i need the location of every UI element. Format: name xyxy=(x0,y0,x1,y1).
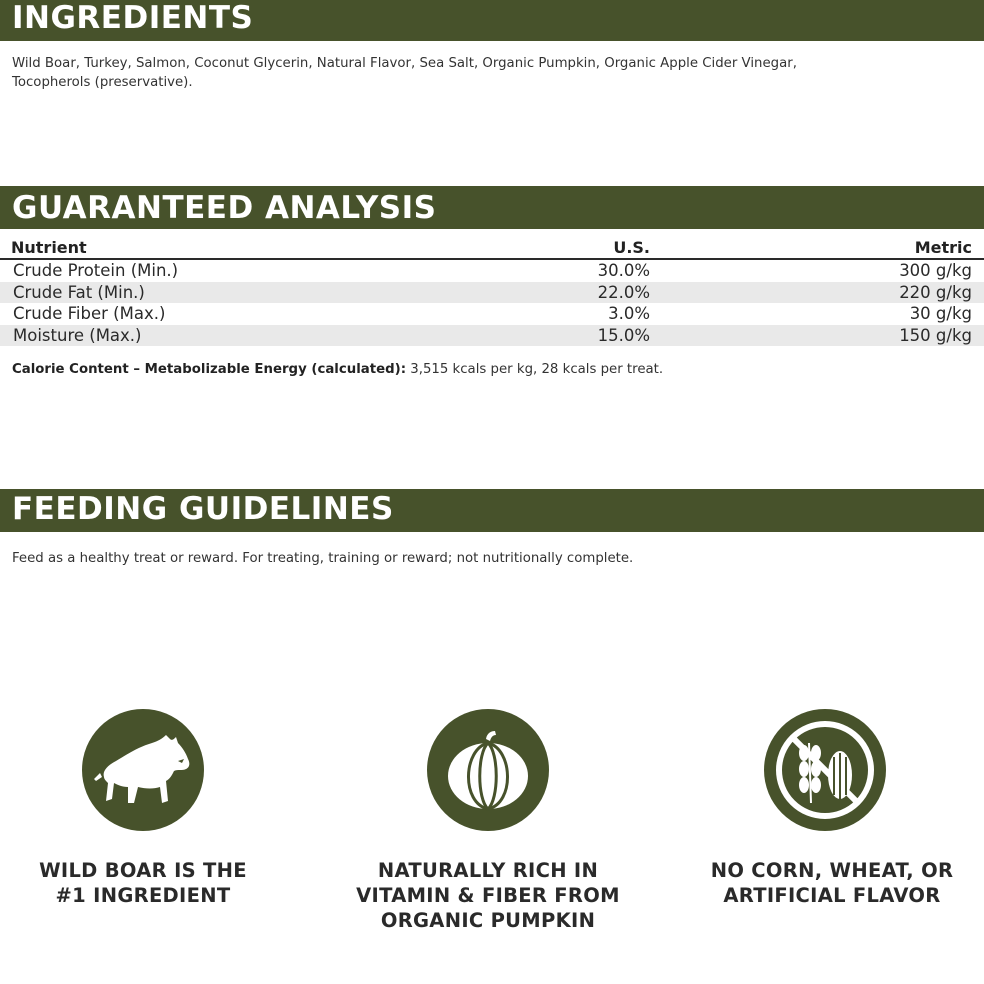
caption-line: ORGANIC PUMPKIN xyxy=(380,909,596,932)
analysis-header-band xyxy=(0,186,984,229)
us-value-cell: 22.0% xyxy=(597,282,650,302)
caption-line: NATURALLY RICH IN xyxy=(377,859,599,882)
table-row xyxy=(0,303,984,325)
ingredients-text xyxy=(12,54,977,92)
feature-caption-no-corn xyxy=(672,858,984,908)
ingredients-heading: INGREDIENTS xyxy=(12,0,254,36)
caption-line: NO CORN, WHEAT, OR xyxy=(710,859,954,882)
caption-line: VITAMIN & FIBER FROM xyxy=(356,884,620,907)
feature-caption-pumpkin xyxy=(328,858,648,933)
nutrient-cell: Crude Protein (Min.) xyxy=(13,261,179,280)
column-header-nutrient: Nutrient xyxy=(11,238,87,257)
us-value-cell: 3.0% xyxy=(608,304,650,323)
ingredients-line-2: Tocopherols (preservative). xyxy=(12,75,193,90)
calorie-content xyxy=(12,362,663,377)
metric-value-cell: 150 g/kg xyxy=(899,325,972,345)
calorie-label: Calorie Content – Metabolizable Energy (calculated): xyxy=(12,362,407,377)
no-corn-wheat-icon xyxy=(764,709,886,831)
column-header-metric: Metric xyxy=(914,238,972,257)
caption-line: ARTIFICIAL FLAVOR xyxy=(723,884,941,907)
analysis-heading: GUARANTEED ANALYSIS xyxy=(12,190,437,226)
metric-value-cell: 300 g/kg xyxy=(899,261,972,280)
column-header-us: U.S. xyxy=(613,238,650,257)
ingredients-line-1: Wild Boar, Turkey, Salmon, Coconut Glycerin, Natural Flavor, Sea Salt, Organic Pumpkin, Organic Apple Cider Vinegar, xyxy=(12,56,797,71)
metric-value-cell: 220 g/kg xyxy=(899,282,972,302)
table-row xyxy=(0,325,984,347)
analysis-table xyxy=(0,236,984,348)
feeding-heading: FEEDING GUIDELINES xyxy=(12,491,394,527)
wild-boar-icon xyxy=(82,709,204,831)
caption-line: #1 INGREDIENT xyxy=(55,884,231,907)
feature-caption-wild-boar xyxy=(0,858,303,908)
feeding-text: Feed as a healthy treat or reward. For treating, training or reward; not nutritionally complete. xyxy=(12,551,634,566)
us-value-cell: 15.0% xyxy=(597,325,650,345)
nutrient-cell: Crude Fat (Min.) xyxy=(13,282,145,302)
nutrient-cell: Crude Fiber (Max.) xyxy=(13,304,166,323)
nutrient-cell: Moisture (Max.) xyxy=(13,325,142,345)
table-row xyxy=(0,282,984,304)
caption-line: WILD BOAR IS THE xyxy=(39,859,247,882)
table-row xyxy=(0,260,984,282)
analysis-table-header xyxy=(0,236,984,260)
ingredients-header-band xyxy=(0,0,984,41)
metric-value-cell: 30 g/kg xyxy=(909,304,972,323)
pumpkin-icon xyxy=(427,709,549,831)
calorie-value: 3,515 kcals per kg, 28 kcals per treat. xyxy=(406,362,664,377)
us-value-cell: 30.0% xyxy=(597,261,650,280)
feeding-header-band xyxy=(0,489,984,532)
